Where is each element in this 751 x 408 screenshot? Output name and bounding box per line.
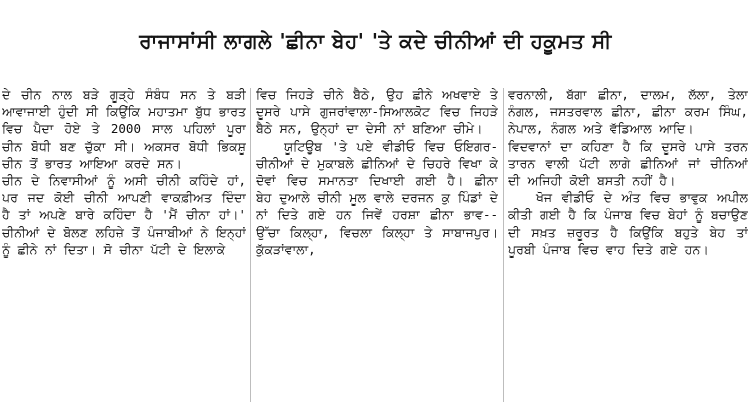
article-column-2 bbox=[256, 86, 498, 404]
paragraph: ਵਿਦਵਾਨਾਂ ਦਾ ਕਹਿਣਾ ਹੈ ਕਿ ਦੂਸਰੇ ਪਾਸੇ ਤਰਨ ਤਾਰਨ ਵਾਲੀ ਪੱਟੀ ਲਾਗੇ ਛੀਨਿਆਂ ਜਾਂ ਚੀਨਿਆਂ ਦੀ ਅਜਿਹੀ ਕੋਈ ਬਸਤੀ ਨਹੀਂ ਹੈ। bbox=[508, 138, 748, 189]
article-column-3 bbox=[508, 86, 748, 404]
paragraph: ਵਿਚ ਜਿਹੜੇ ਚੀਨੇ ਬੈਠੇ, ਉਹ ਛੀਨੇ ਅਖਵਾਏ ਤੇ ਦੂਸਰੇ ਪਾਸੇ ਗੁਜਰਾਂਵਾਲਾ-ਸਿਆਲਕੋਟ ਵਿਚ ਜਿਹੜੇ ਬੈਠੇ ਸਨ, ਉਨ੍ਹਾਂ ਦਾ ਦੇਸੀ ਨਾਂ ਬਣਿਆ ਚੀਮੇ। bbox=[256, 87, 498, 137]
paragraph: ਯੂਟਿਊਬ 'ਤੇ ਪਏ ਵੀਡੀਓ ਵਿਚ ਓਇਗਰ-ਚੀਨੀਆਂ ਦੇ ਮੁਕਾਬਲੇ ਛੀਨਿਆਂ ਦੇ ਚਿਹਰੇ ਵਿਖਾ ਕੇ ਦੋਵਾਂ ਵਿਚ ਸਮਾਨਤਾ ਦਿਖਾਈ ਗਈ ਹੈ। ਛੀਨਾ ਬੇਹ ਦੁਆਲੇ ਚੀਨੀ ਮੂਲ ਵਾਲੇ ਦਰਜਨ ਕੁ ਪਿੰਡਾਂ ਦੇ ਨਾਂ ਦਿਤੇ ਗਏ ਹਨ ਜਿਵੇਂ ਹਰਸ਼ਾ ਛੀਨਾ ਭਾਵ-- ਉੱਚਾ ਕਿਲ੍ਹਾ, ਵਿਚਲਾ ਕਿਲ੍ਹਾ ਤੇ ਸਾਬਾਜਪੁਰ। ਕੁੱਕੜਾਂਵਾਲਾ, bbox=[256, 138, 498, 257]
paragraph: ਦੇ ਚੀਨ ਨਾਲ ਬੜੇ ਗੂੜ੍ਹੇ ਸੰਬੰਧ ਸਨ ਤੇ ਬੜੀ ਆਵਾਜਾਈ ਹੁੰਦੀ ਸੀ ਕਿਉਂਕਿ ਮਹਾਤਮਾ ਬੁੱਧ ਭਾਰਤ ਵਿਚ ਪੈਦਾ ਹੋਏ ਤੇ 2000 ਸਾਲ ਪਹਿਲਾਂ ਪੂਰਾ ਚੀਨ ਬੋਧੀ ਬਣ ਚੁੱਕਾ ਸੀ। ਅਕਸਰ ਬੋਧੀ ਭਿਕਸ਼ੂ ਚੀਨ ਤੋਂ ਭਾਰਤ ਆਇਆ ਕਰਦੇ ਸਨ। bbox=[2, 87, 246, 171]
paragraph: ਖੋਜ ਵੀਡੀਓ ਦੇ ਅੰਤ ਵਿਚ ਭਾਵੁਕ ਅਪੀਲ ਕੀਤੀ ਗਈ ਹੈ ਕਿ ਪੰਜਾਬ ਵਿਚ ਬੇਹਾਂ ਨੂੰ ਬਚਾਉਣ ਦੀ ਸਖ਼ਤ ਜ਼ਰੂਰਤ ਹੈ ਕਿਉਂਕਿ ਬਹੁਤੇ ਬੇਹ ਤਾਂ ਪੂਰਬੀ ਪੰਜਾਬ ਵਿਚ ਵਾਹ ਦਿਤੇ ਗਏ ਹਨ। bbox=[508, 190, 748, 257]
paragraph: ਚੀਨ ਦੇ ਨਿਵਾਸੀਆਂ ਨੂੰ ਅਸੀ ਚੀਨੀ ਕਹਿੰਦੇ ਹਾਂ, ਪਰ ਜਦ ਕੋਈ ਚੀਨੀ ਆਪਣੀ ਵਾਕਫ਼ੀਅਤ ਦਿੰਦਾ ਹੈ ਤਾਂ ਅਪਣੇ ਬਾਰੇ ਕਹਿੰਦਾ ਹੈ 'ਮੈਂ ਚੀਨਾ ਹਾਂ।' ਚੀਨੀਆਂ ਦੇ ਬੋਲਣ ਲਹਿਜ਼ੇ ਤੋਂ ਪੰਜਾਬੀਆਂ ਨੇ ਇਨ੍ਹਾਂ ਨੂੰ ਛੀਨੇ ਨਾਂ ਦਿਤਾ। ਸੋ ਚੀਨਾ ਪੱਟੀ ਦੇ ਇਲਾਕੇ bbox=[2, 173, 246, 257]
article-headline: ਰਾਜਾਸਾਂਸੀ ਲਾਗਲੇ 'ਛੀਨਾ ਬੇਹ' 'ਤੇ ਕਦੇ ਚੀਨੀਆਂ ਦੀ ਹਕੂਮਤ ਸੀ bbox=[139, 29, 612, 53]
paragraph: ਵਰਨਾਲੀ, ਬੱਗਾ ਛੀਨਾ, ਦਾਲਮ, ਲੱਲਾ, ਤੇਲਾ ਨੰਗਲ, ਜਸਤਰਵਾਲ ਛੀਨਾ, ਛੀਨਾ ਕਰਮ ਸਿੰਘ, ਨੇਪਾਲ, ਨੰਗਲ ਅਤੇ ਵੱਡਿਆਲ ਆਦਿ। bbox=[508, 87, 748, 137]
article-column-1 bbox=[2, 86, 246, 404]
column-divider bbox=[250, 88, 251, 402]
column-divider bbox=[503, 88, 504, 402]
